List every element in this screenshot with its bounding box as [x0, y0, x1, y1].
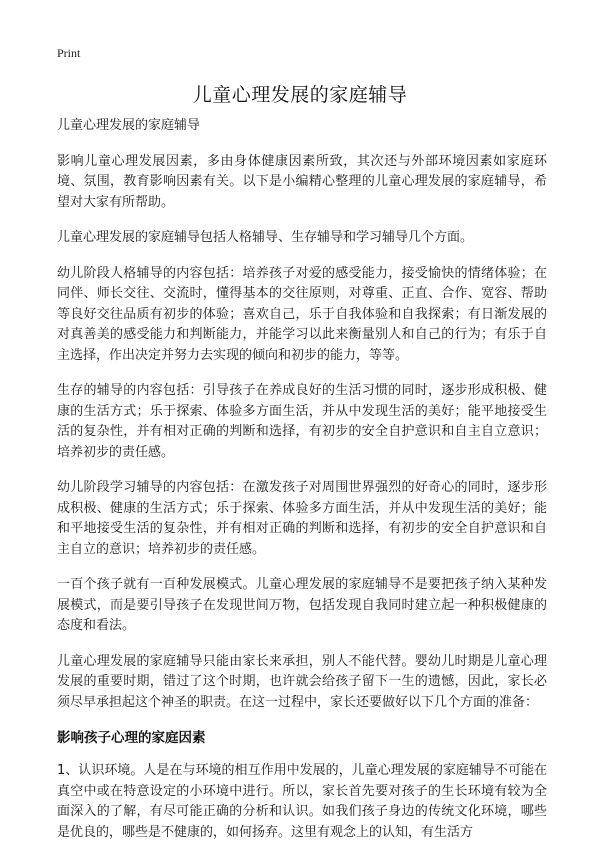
- paragraph-learning: 幼儿阶段学习辅导的内容包括：在激发孩子对周围世界强烈的好奇心的同时，逐步形成积极、健康的生活方式；乐于探索、体验多方面生活，并从中发现生活的美好；能和平地接受生活的复杂性，并有相对正确的判断和选择，有初步的安全自护意识和自主自立的意识；培养初步的责任感。: [57, 480, 547, 557]
- paragraph-development-modes: 一百个孩子就有一百种发展模式。儿童心理发展的家庭辅导不是要把孩子纳入某种发展模式，而是要引导孩子在发现世间万物，包括发现自我同时建立起一种积极健康的态度和看法。: [57, 577, 547, 633]
- paragraph-personality: 幼儿阶段人格辅导的内容包括：培养孩子对爱的感受能力，接受愉快的情绪体验；在同伴、师长交往、交流时，懂得基本的交往原则，对尊重、正直、合作、宽容、帮助等良好交往品质有初步的体验；喜欢自己，乐于自我体验和自我探索；有日渐发展的对真善美的感受能力和判断能力，并能学习以此来衡量别人和自己的行为；有乐于自主选择，作出决定并努力去实现的倾向和初步的能力，等等。: [57, 265, 547, 363]
- paragraph-intro: 影响儿童心理发展因素，多由身体健康因素所致，其次还与外部环境因素如家庭环境、氛围，教育影响因素有关。以下是小编精心整理的儿童心理发展的家庭辅导，希望对大家有所帮助。: [57, 153, 547, 210]
- section-heading: 影响孩子心理的家庭因素: [57, 730, 206, 746]
- paragraph-parent-role: 儿童心理发展的家庭辅导只能由家长来承担，别人不能代替。婴幼儿时期是儿童心理发展的重要时期，错过了这个时期，也许就会给孩子留下一生的遗憾，因此，家长必须尽早承担起这个神圣的职责。在这一过程中，家长还要做好以下几个方面的准备：: [57, 653, 547, 710]
- article-body: [57, 116, 547, 858]
- article-subtitle: 儿童心理发展的家庭辅导: [57, 118, 201, 133]
- paragraph-environment: 1、认识环境。人是在与环境的相互作用中发展的，儿童心理发展的家庭辅导不可能在真空中或在特意设定的小环境中进行。所以，家长首先要对孩子的生长环境有较为全面深入的了解，有尽可能正确的分析和认识。如我们孩子身边的传统文化环境，哪些是优良的，哪些是不健康的，如何扬弃。这里有观念上的认知，有生活方: [57, 763, 547, 840]
- paragraph-overview: 儿童心理发展的家庭辅导包括人格辅导、生存辅导和学习辅导几个方面。: [57, 230, 474, 245]
- paragraph-survival: 生存的辅导的内容包括：引导孩子在养成良好的生活习惯的同时，逐步形成积极、健康的生活方式；乐于探索、体验多方面生活，并从中发现生活的美好；能平地接受生活的复杂性，并有相对正确的判断和选择，有初步的安全自护意识和自主自立意识；培养初步的责任感。: [57, 383, 547, 460]
- print-link[interactable]: Print: [57, 46, 81, 60]
- page-title: 儿童心理发展的家庭辅导: [192, 84, 408, 106]
